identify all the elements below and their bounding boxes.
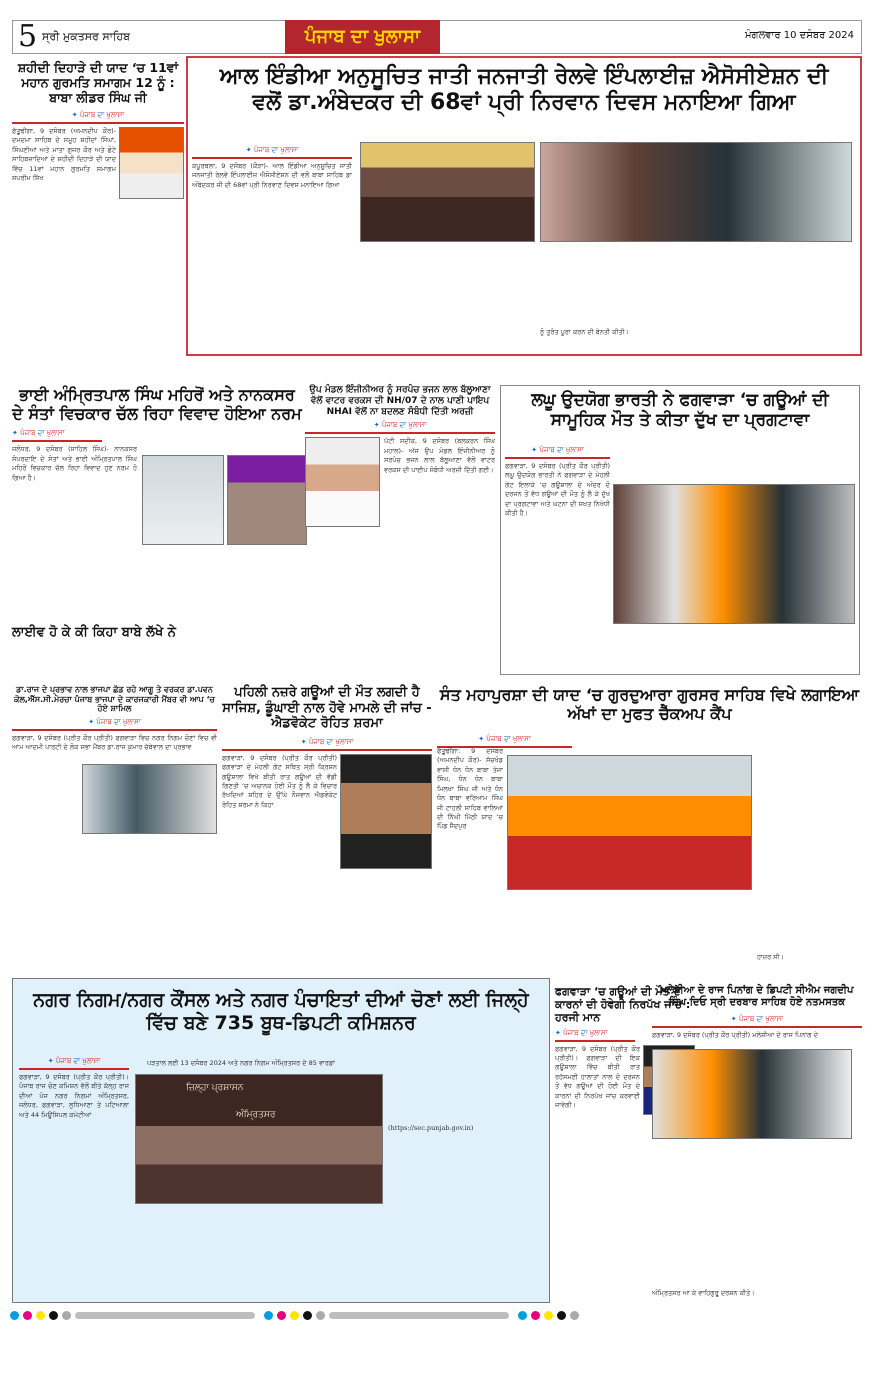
article-body: ਫਗਵਾੜਾ, 9 ਦਸੰਬਰ (ਪ੍ਰੀਤ ਕੌਰ ਪ੍ਰੀਤੀ)। ਪੰਜਾਬ ਰਾਜ ਚੋਣ ਕਮਿਸ਼ਨ ਵੱਲੋਂ ਬੀਤੇ ਕੱਲ੍ਹ ਰਾਜ ਦੀਆਂ ਪੰਜ ਨਗਰ ਨਿਗਮਾਂ ਅੰਮ੍ਰਿਤਸਰ, ਜਲੰਧਰ, ਫਗਵਾੜਾ, ਲੁਧਿਆਣਾ ਤੇ ਪਟਿਆਲਾ ਅਤੇ 44 ਮਿਊਂਸਿਪਲ ਕਮੇਟੀਆਂ: [19, 1073, 129, 1119]
article-body-end: ਹਾਜ਼ਰ ਸੀ।: [757, 953, 784, 961]
divider: [505, 457, 610, 459]
board-text-2: ਅੰਮ੍ਰਿਤਸਰ: [236, 1110, 276, 1120]
divider: [305, 432, 495, 434]
divider: [652, 1026, 862, 1028]
magenta-dot: [531, 1311, 540, 1320]
photo-delegation: [613, 484, 855, 624]
photo-sant: [142, 455, 224, 545]
byline: ✦ ਪੰਜਾਬ ਦਾ ਖੁਲਾਸਾ: [300, 737, 354, 746]
divider: [19, 1068, 129, 1070]
byline: ✦ ਪੰਜਾਬ ਦਾ ਖੁਲਾਸਾ: [373, 421, 427, 430]
article-headline: ਸੰਤ ਮਹਾਪੁਰਸ਼ਾ ਦੀ ਯਾਦ ‘ਚ ਗੁਰਦੁਆਰਾ ਗੁਰਸਰ ਸਾਹਿਬ ਵਿਖੇ ਲਗਾਇਆ ਅੱਖਾਂ ਦਾ ਮੁਫਤ ਚੈੱਕਅਪ ਕੈਂਪ: [439, 685, 860, 724]
byline: ✦ ਪੰਜਾਬ ਦਾ ਖੁਲਾਸਾ: [555, 1028, 608, 1037]
article-malaysia-deputy-cm: [652, 985, 862, 1300]
article-body-mid: ਪੜਤਾਲ ਲਈ 13 ਦਸੰਬਰ 2024 ਅਤੇ ਨਗਰ ਨਿਗਮ ਅੰਮ੍ਰਿਤਸਰ ਦੇ 85 ਵਾਰਡਾਂ: [147, 1059, 335, 1067]
article-laghu-udyog: [500, 385, 860, 675]
byline: ✦ ਪੰਜਾਬ ਦਾ ਖੁਲਾਸਾ: [531, 446, 584, 454]
black-dot: [557, 1311, 566, 1320]
article-headline: ਲਘੂ ਉਦਯੋਗ ਭਾਰਤੀ ਨੇ ਫਗਵਾੜਾ ‘ਚ ਗਊਆਂ ਦੀ ਸਾਮੂਹਿਕ ਮੌਤ ਤੇ ਕੀਤਾ ਦੁੱਖ ਦਾ ਪ੍ਰਗਟਾਵਾ: [531, 390, 829, 431]
page-number: 5: [18, 19, 38, 54]
article-rohit-sharma: [222, 685, 432, 970]
article-eye-camp: [437, 685, 862, 970]
divider: [12, 729, 217, 731]
cyan-dot: [518, 1311, 527, 1320]
divider: [12, 440, 102, 442]
article-body: ਫਗਵਾੜਾ, 9 ਦਸੰਬਰ (ਪ੍ਰੀਤ ਕੌਰ ਪ੍ਰੀਤੀ) ਮਲੇਸ਼ੀਆ ਦੇ ਰਾਜ ਪਿਨਾਂਗ ਦੇ: [652, 1031, 819, 1039]
divider: [12, 122, 184, 124]
article-body-cont: ਨੂੰ ਤੁਰੰਤ ਪੂਰਾ ਕਰਨ ਦੀ ਬੇਨਤੀ ਕੀਤੀ।: [540, 328, 629, 336]
photo-event-stage: [540, 142, 852, 242]
article-ambedkar-day: [186, 56, 862, 356]
print-registration-strip: [10, 1305, 860, 1317]
article-url: (https://sec.punjab.gov.in): [388, 1124, 474, 1132]
grey-bar: [329, 1312, 509, 1319]
article-body: ਫਗਵਾੜਾ, 9 ਦਸੰਬਰ (ਪ੍ਰੀਤ ਕੌਰ ਪ੍ਰੀਤੀ) ਫਗਵਾੜਾ ਵਿਚ ਨਗਰ ਨਿਗਮ ਚੋਣਾਂ ਵਿਚ ਵੀ ਆਮ ਆਦਮੀ ਪਾਰਟੀ ਦੇ ਲੋਕ ਸਭਾ ਮੈਂਬਰ ਡਾ.ਰਾਜ ਕੁਮਾਰ ਚੱਬੇਵਾਲ ਦਾ ਪ੍ਰਭਾਵ: [12, 733, 217, 752]
article-headline: ਸ਼ਹੀਦੀ ਦਿਹਾੜੇ ਦੀ ਯਾਦ ‘ਚ 11ਵਾਂ ਮਹਾਨ ਗੁਰਮਤਿ ਸਮਾਗਮ 12 ਨੂੰ : ਬਾਬਾ ਲੀਡਰ ਸਿੰਘ ਜੀ: [17, 60, 179, 105]
byline: ✦ ਪੰਜਾਬ ਦਾ ਖੁਲਾਸਾ: [245, 146, 299, 154]
article-headline: ਮਲੇਸ਼ੀਆ ਦੇ ਰਾਜ ਪਿਨਾਂਗ ਦੇ ਡਿਪਟੀ ਸੀਐਮ ਜਗਦੀਪ ਸਿੰਘ ਦਿਓ ਸ੍ਰੀ ਦਰਬਾਰ ਸਾਹਿਬ ਹੋਏ ਨਤਮਸਤਕ: [660, 985, 854, 1008]
grey-dot: [62, 1311, 71, 1320]
grey-bar: [75, 1312, 255, 1319]
magenta-dot: [23, 1311, 32, 1320]
byline: ✦ ਪੰਜਾਬ ਦਾ ਖੁਲਾਸਾ: [730, 1015, 784, 1023]
byline: ✦ ਪੰਜਾਬ ਦਾ ਖੁਲਾਸਾ: [88, 717, 141, 726]
photo-rohit-sharma: [340, 754, 432, 869]
divider: [555, 1040, 635, 1042]
byline: ✦ ਪੰਜਾਬ ਦਾ ਖੁਲਾਸਾ: [478, 735, 531, 743]
article-body: ਪੱਟੀ ਸਦੀਕ, 9 ਦਸੰਬਰ (ਬਲਕਰਨ ਸਿੰਘ ਮਹਾਲ)- ਅੱਜ ਉਪ ਮੰਡਲ ਇੰਜੀਨੀਅਰ ਨੂੰ ਸਰਪੰਚ ਭਜਨ ਲਾਲ ਬੱਲੂਆਣਾ ਵੱਲੋਂ ਵਾਟਰ ਵਰਕਸ ਦੀ ਪਾਈਪ ਸੰਬੰਧੀ ਅਰਜ਼ੀ ਦਿੱਤੀ ਗਈ।: [384, 437, 495, 474]
grey-dot: [570, 1311, 579, 1320]
article-headline: ਡਾ.ਰਾਜ ਦੇ ਪ੍ਰਭਾਵ ਨਾਲ ਭਾਜਪਾ ਛੱਡ ਰਹੇ ਆਗੂ ਤੇ ਵਰਕਰ ਡਾ.ਪਵਨ ਕੋਲ,ਐੱਸ.ਸੀ.ਮੋਰਚਾ ਪੰਜਾਬ ਭਾਜਪਾ ਦੇ ਕਾਰਜਕਾਰੀ ਮੈਂਬਰ ਵੀ ਆਪ ‘ਚ ਹੋਏ ਸ਼ਾਮਿਲ: [14, 685, 215, 714]
article-body: ਕਪੂਰਥਲਾ, 9 ਦਸੰਬਰ (ਕੌੜਾ)- ਆਲ ਇੰਡੀਆ ਅਨੁਸੂਚਿਤ ਜਾਤੀ ਜਨਜਾਤੀ ਰੇਲਵੇ ਇੰਪਲਾਈਜ਼ ਐਸੋਸੀਏਸ਼ਨ ਦੀ ਵਲੋਂ ਬਾਬਾ ਸਾਹਿਬ ਡਾ ਅੰਬੇਦਕਰ ਜੀ ਦੀ 68ਵਾਂ ਪ੍ਰੀ ਨਿਰਵਾਣ ਦਿਵਸ ਮਨਾਇਆ ਗਿਆ: [192, 162, 352, 189]
article-body: ਫੱਤੂਢੀਂਗਾ: 9 ਦਸੰਬਰ (ਅਮਨਦੀਪ ਕੌਰ)- ਸੱਚਖੰਡ ਵਾਸੀ ਧੰਨ ਧੰਨ ਬਾਬਾ ਤੇਜਾ ਸਿੰਘ, ਧੰਨ ਧੰਨ ਬਾਬਾ ਮਿਲਖਾ ਸਿੰਘ ਜੀ ਅਤੇ ਧੰਨ ਧੰਨ ਬਾਬਾ ਵਰਿਆਮ ਸਿੰਘ ਜੀ ਟਾਹਲੀ ਸਾਹਿਬ ਵਾਲਿਆਂ ਦੀ ਨਿੱਘੀ ਮਿੱਠੀ ਯਾਦ ‘ਚ ਪਿੰਡ ਸੈਦਪੁਰ: [437, 747, 503, 831]
black-dot: [49, 1311, 58, 1320]
city-name: ਸ੍ਰੀ ਮੁਕਤਸਰ ਸਾਹਿਬ: [42, 30, 131, 43]
newspaper-brand: ਪੰਜਾਬ ਦਾ ਖੁਲਾਸਾ: [285, 20, 440, 54]
cyan-dot: [264, 1311, 273, 1320]
photo-sarpanch: [305, 437, 380, 527]
article-735-booths-box: [12, 978, 550, 1303]
article-martyrdom-samagam: [12, 60, 184, 355]
article-body-end: ਅੰਮ੍ਰਿਤਸਰ ਆ ਕੇ ਵਾਹਿਗੁਰੂ ਦਰਸ਼ਨ ਕੀਤੇ।: [652, 1289, 755, 1297]
article-headline: ਨਗਰ ਨਿਗਮ/ਨਗਰ ਕੌਂਸਲ ਅਤੇ ਨਗਰ ਪੰਚਾਇਤਾਂ ਦੀਆਂ ਚੋਣਾਂ ਲਈ ਜਿਲ੍ਹੇ ਵਿੱਚ ਬਣੇ 735 ਬੂਥ-ਡਿਪਟੀ ਕਮਿਸ਼ਨਰ: [33, 989, 529, 1034]
yellow-dot: [36, 1311, 45, 1320]
byline: ✦ ਪੰਜਾਬ ਦਾ ਖੁਲਾਸਾ: [12, 429, 65, 438]
article-headline: ਪਹਿਲੀ ਨਜ਼ਰੇ ਗਊਆਂ ਦੀ ਮੌਤ ਲਗਦੀ ਹੈ ਸਾਜਿਸ਼, ਡੂੰਘਾਈ ਨਾਲ ਹੋਵੇ ਮਾਮਲੇ ਦੀ ਜਾਂਚ - ਐਡਵੋਕੇਟ ਰੋਹਿਤ ਸ਼ਰਮਾ: [222, 685, 432, 732]
photo-amritpal: [227, 455, 307, 545]
divider: [192, 157, 352, 159]
photo-eye-camp: [507, 755, 752, 890]
byline: ✦ ਪੰਜਾਬ ਦਾ ਖੁਲਾਸਾ: [47, 1057, 101, 1065]
yellow-dot: [544, 1311, 553, 1320]
article-bjp-leaders-join-aap: [12, 685, 217, 970]
article-headline: ਉਪ ਮੰਡਲ ਇੰਜੀਨੀਅਰ ਨੂੰ ਸਰਪੰਚ ਭਜਨ ਲਾਲ ਬੱਲੂਆਣਾ ਵੱਲੋਂ ਵਾਟਰ ਵਰਕਸ ਦੀ NH/07 ਦੇ ਨਾਲ ਪਾਣੀ ਪਾਇਪ NHAI ਵੱਲੋਂ ਨਾ ਬਦਲਣ ਸੰਬੰਧੀ ਦਿੱਤੀ ਅਰਜ਼ੀ: [309, 385, 491, 417]
black-dot: [303, 1311, 312, 1320]
article-body: ਫੱਤੂਢੀਂਗਾ, 9 ਦਸੰਬਰ (ਅਮਨਦੀਪ ਕੌਰ)- ਦਮਦਮਾ ਸਾਹਿਬ ਦੇ ਸਮੂਹ ਸ਼ਹੀਦਾਂ ਸਿੰਘਾਂ, ਸਿੰਘਣੀਆਂ ਅਤੇ ਮਾਤਾ ਗੁਜਰ ਕੌਰ ਅਤੇ ਛੋਟੇ ਸਾਹਿਬਜ਼ਾਦਿਆਂ ਦੇ ਸ਼ਹੀਦੀ ਦਿਹਾੜੇ ਦੀ ਯਾਦ ਵਿੱਚ 11ਵਾਂ ਮਹਾਨ ਗੁਰਮਤਿ ਸਮਾਗਮ ਸਪਰੀਮ ਸਿੱਖ: [12, 127, 116, 183]
article-headline: ਫਗਵਾੜਾ ‘ਚ ਗਊਆਂ ਦੀ ਮੌਤ ਦੇ ਕਾਰਨਾਂ ਦੀ ਹੋਵੇਗੀ ਨਿਰਪੱਖ ਜਾਂਚ : ਹਰਜੀ ਮਾਨ: [555, 985, 691, 1025]
divider: [222, 749, 432, 751]
article-body: ਫਗਵਾੜਾ, 9 ਦਸੰਬਰ (ਪ੍ਰੀਤ ਕੌਰ ਪ੍ਰੀਤੀ) ਫਗਵਾੜਾ ਦੇ ਮੇਹਲੀ ਗੇਟ ਸਥਿਤ ਸ੍ਰੀ ਕ੍ਰਿਸ਼ਨ ਗਊਸ਼ਾਲਾ ਵਿਖੇ ਬੀਤੀ ਰਾਤ ਗਊਆਂ ਦੀ ਵੱਡੀ ਗਿਣਤੀ ‘ਚ ਅਚਾਨਕ ਹੋਈ ਮੌਤ ਨੂੰ ਲੈ ਕੇ ਵਿਚਾਰ ਰੱਖਦਿਆਂ ਸ਼ਹਿਰ ਦੇ ਉੱਘੇ ਨੌਜਵਾਨ ਐਡਵੋਕੇਟ ਰੋਹਿਤ ਸ਼ਰਮਾ ਨੇ ਕਿਹਾ: [222, 753, 337, 809]
photo-admin-meeting: [135, 1074, 383, 1204]
article-body: ਫਗਵਾੜਾ, 9 ਦਸੰਬਰ (ਪ੍ਰੀਤ ਕੌਰ ਪ੍ਰੀਤੀ)। ਫਗਵਾੜਾ ਦੀ ਇਕ ਗਊਸ਼ਾਲਾ ਵਿੱਚ ਬੀਤੀ ਰਾਤ ਰਹੱਸਮਈ ਹਾਲਾਤਾਂ ਨਾਲ ਦੋ ਦਰਜਨ ਤੋਂ ਵੱਧ ਗਊਆਂ ਦੀ ਹੋਈ ਮੌਤ ਦੇ ਕਾਰਨਾਂ ਦੀ ਨਿਰਪੱਖ ਜਾਂਚ ਕਰਵਾਈ ਜਾਵੇਗੀ।: [555, 1044, 640, 1110]
article-body: ਜਲੰਧਰ, 9 ਦਸੰਬਰ (ਸਾਹਿਲ ਸਿੰਘ)- ਨਾਨਕਸਰ ਸੰਪਰਦਾਇ ਦੇ ਸੰਤਾਂ ਅਤੇ ਭਾਈ ਅੰਮ੍ਰਿਤਪਾਲ ਸਿੰਘ ਮਹਿਰੋਂ ਵਿਚਕਾਰ ਚੱਲ ਰਿਹਾ ਵਿਵਾਦ ਹੁਣ ਨਰਮ ਹੋ ਗਿਆ ਹੈ।: [12, 445, 137, 482]
yellow-dot: [290, 1311, 299, 1320]
cyan-dot: [10, 1311, 19, 1320]
photo-event-audience: [360, 142, 535, 242]
magenta-dot: [277, 1311, 286, 1320]
grey-dot: [316, 1311, 325, 1320]
issue-date: ਮੰਗਲਵਾਰ 10 ਦਸੰਬਰ 2024: [744, 30, 854, 41]
byline: ✦ ਪੰਜਾਬ ਦਾ ਖੁਲਾਸਾ: [71, 111, 125, 119]
article-subhead: ਲਾਈਵ ਹੋ ਕੇ ਕੀ ਕਿਹਾ ਬਾਬੇ ਲੱਖੇ ਨੇ: [12, 625, 176, 641]
photo-baba-leader-singh: [119, 127, 184, 199]
photo-darbar-sahib-visit: [652, 1049, 852, 1139]
article-body: ਫਗਵਾੜਾ, 9 ਦਸੰਬਰ (ਪ੍ਰੀਤ ਕੌਰ ਪ੍ਰੀਤੀ) ਲਘੂ ਉਦਯੋਗ ਭਾਰਤੀ ਨੇ ਫਗਵਾੜਾ ਦੇ ਮੇਹਲੀ ਗੇਟ ਇਲਾਕੇ ‘ਚ ਗਊਸ਼ਾਲਾ ਦੇ ਅੰਦਰ ਦੋ ਦਰਜਨ ਤੋਂ ਵੱਧ ਗਊਆਂ ਦੀ ਮੌਤ ਨੂੰ ਲੈ ਕੇ ਦੁੱਖ ਦਾ ਪ੍ਰਗਟਾਵਾ ਅਤੇ ਘਟਨਾ ਦੀ ਸਖ਼ਤ ਨਿਖੇਧੀ ਕੀਤੀ ਹੈ।: [505, 462, 610, 518]
article-headline: ਭਾਈ ਅੰਮ੍ਰਿਤਪਾਲ ਸਿੰਘ ਮਹਿਰੋਂ ਅਤੇ ਨਾਨਕਸਰ ਦੇ ਸੰਤਾਂ ਵਿਚਕਾਰ ਚੱਲ ਰਿਹਾ ਵਿਵਾਦ ਹੋਇਆ ਨਰਮ: [12, 385, 302, 424]
photo-joining-ceremony: [82, 764, 217, 834]
article-nhai-pipeline: [305, 385, 495, 675]
article-amritpal-dispute: [12, 385, 302, 675]
article-headline: ਆਲ ਇੰਡੀਆ ਅਨੁਸੂਚਿਤ ਜਾਤੀ ਜਨਜਾਤੀ ਰੇਲਵੇ ਇੰਪਲਾਈਜ਼ ਐਸੋਸੀਏਸ਼ਨ ਦੀ ਵਲੋਂ ਡਾ.ਅੰਬੇਦਕਰ ਦੀ 68ਵਾਂ ਪ੍ਰੀ ਨਿਰਵਾਨ ਦਿਵਸ ਮਨਾਇਆ ਗਿਆ: [219, 64, 829, 116]
board-text-1: ਜ਼ਿਲ੍ਹਾ ਪ੍ਰਸ਼ਾਸਨ: [186, 1083, 244, 1093]
